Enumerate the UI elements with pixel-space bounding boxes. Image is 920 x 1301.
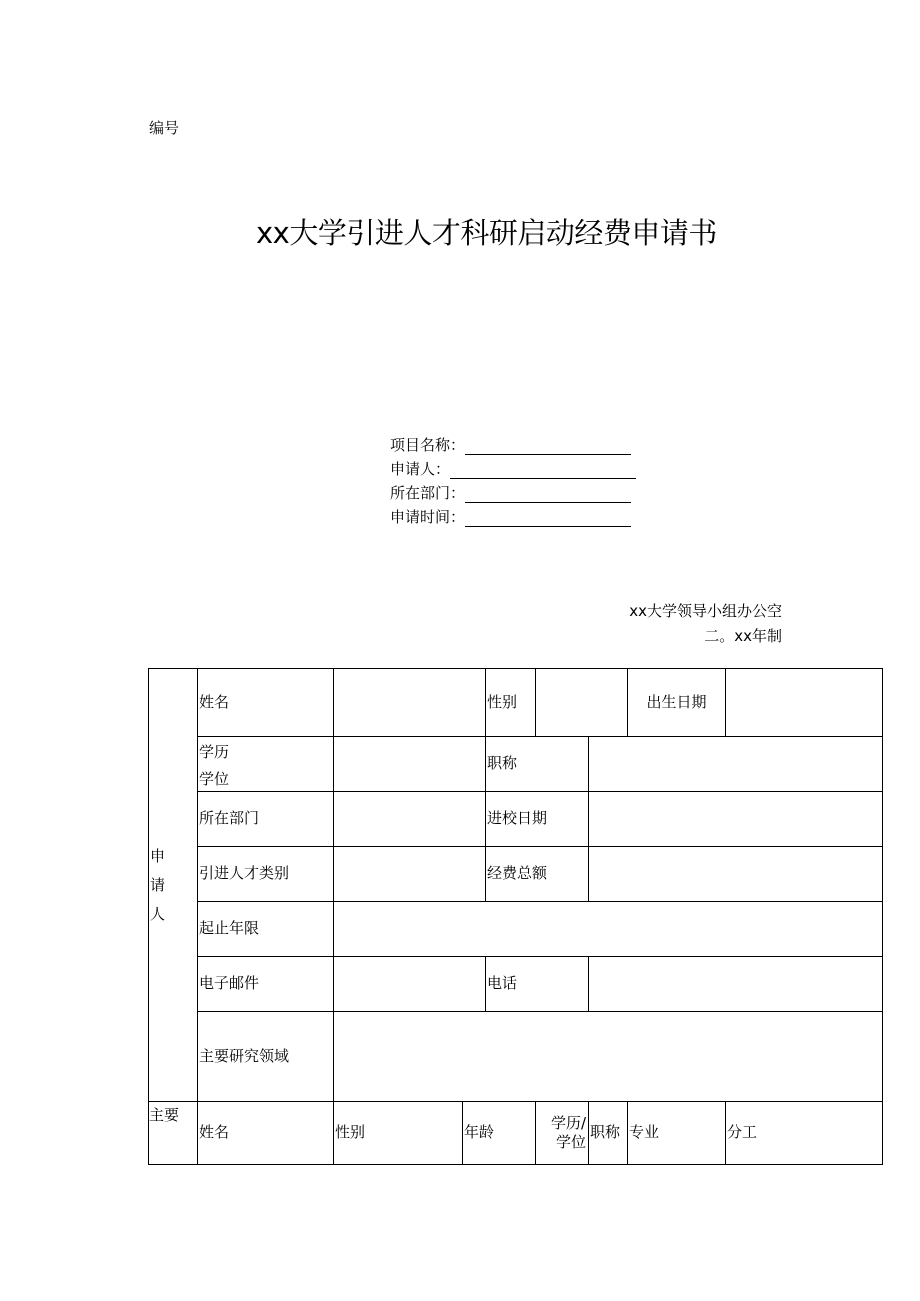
member-header-gender: 性别 (334, 1102, 463, 1165)
table-row (149, 1102, 883, 1165)
department-label: 所在部门 (198, 792, 334, 847)
table-row (149, 669, 883, 737)
member-header-role: 分工 (726, 1102, 883, 1165)
education-label (198, 737, 334, 792)
birth-date-label: 出生日期 (628, 669, 726, 737)
applicant-blank-line[interactable] (450, 463, 636, 479)
table-row (149, 957, 883, 1012)
table-row (149, 847, 883, 902)
phone-value-cell[interactable] (589, 957, 883, 1012)
cover-field-apply-time (390, 505, 631, 527)
vertical-char: 请 (150, 875, 166, 894)
issue-date: 二。xx年制 (704, 627, 782, 645)
department-value-cell[interactable] (334, 792, 486, 847)
department-blank-line[interactable] (465, 487, 631, 503)
research-field-value-cell[interactable] (334, 1012, 883, 1102)
education-value-cell[interactable] (334, 737, 486, 792)
total-funding-value-cell[interactable] (589, 847, 883, 902)
vertical-char: 人 (150, 904, 166, 923)
entry-date-label: 进校日期 (486, 792, 589, 847)
gender-value-cell[interactable] (536, 669, 628, 737)
member-header-name: 姓名 (198, 1102, 334, 1165)
members-section-label: 主要 (149, 1102, 198, 1165)
cover-field-label: 项目名称： (390, 436, 466, 454)
talent-category-value-cell[interactable] (334, 847, 486, 902)
period-value-cell[interactable] (334, 902, 883, 957)
education-label-line: 学历 (199, 743, 230, 761)
cover-field-applicant (390, 457, 636, 479)
research-field-label: 主要研究领域 (198, 1012, 334, 1102)
table-row (149, 902, 883, 957)
table-row (149, 1012, 883, 1102)
apply-time-blank-line[interactable] (465, 511, 631, 527)
cover-field-label: 所在部门： (390, 484, 466, 502)
document-number-label: 编号 (149, 119, 180, 137)
name-label: 姓名 (198, 669, 334, 737)
application-form-table (148, 668, 883, 1165)
period-label: 起止年限 (198, 902, 334, 957)
total-funding-label: 经费总额 (486, 847, 589, 902)
project-name-blank-line[interactable] (465, 439, 631, 455)
member-header-education: 学历/学位 (536, 1102, 589, 1165)
degree-label-line: 学位 (199, 770, 230, 788)
talent-category-label: 引进人才类别 (198, 847, 334, 902)
phone-label: 电话 (486, 957, 589, 1012)
document-title: xx大学引进人才科研启动经费申请书 (256, 216, 717, 250)
title-value-cell[interactable] (589, 737, 883, 792)
member-header-major: 专业 (628, 1102, 726, 1165)
title-label: 职称 (486, 737, 589, 792)
cover-field-department (390, 481, 631, 503)
entry-date-value-cell[interactable] (589, 792, 883, 847)
birth-date-value-cell[interactable] (726, 669, 883, 737)
gender-label: 性别 (486, 669, 536, 737)
table-row (149, 737, 883, 792)
cover-field-project-name (390, 433, 631, 455)
issuing-office: xx大学领导小组办公空 (629, 602, 782, 620)
cover-field-label: 申请时间： (390, 508, 466, 526)
email-value-cell[interactable] (334, 957, 486, 1012)
member-header-title: 职称 (589, 1102, 628, 1165)
vertical-char: 申 (150, 846, 166, 865)
name-value-cell[interactable] (334, 669, 486, 737)
email-label: 电子邮件 (198, 957, 334, 1012)
cover-field-label: 申请人： (390, 460, 451, 478)
table-row (149, 792, 883, 847)
member-header-age: 年龄 (463, 1102, 536, 1165)
applicant-section-label (149, 669, 198, 1102)
